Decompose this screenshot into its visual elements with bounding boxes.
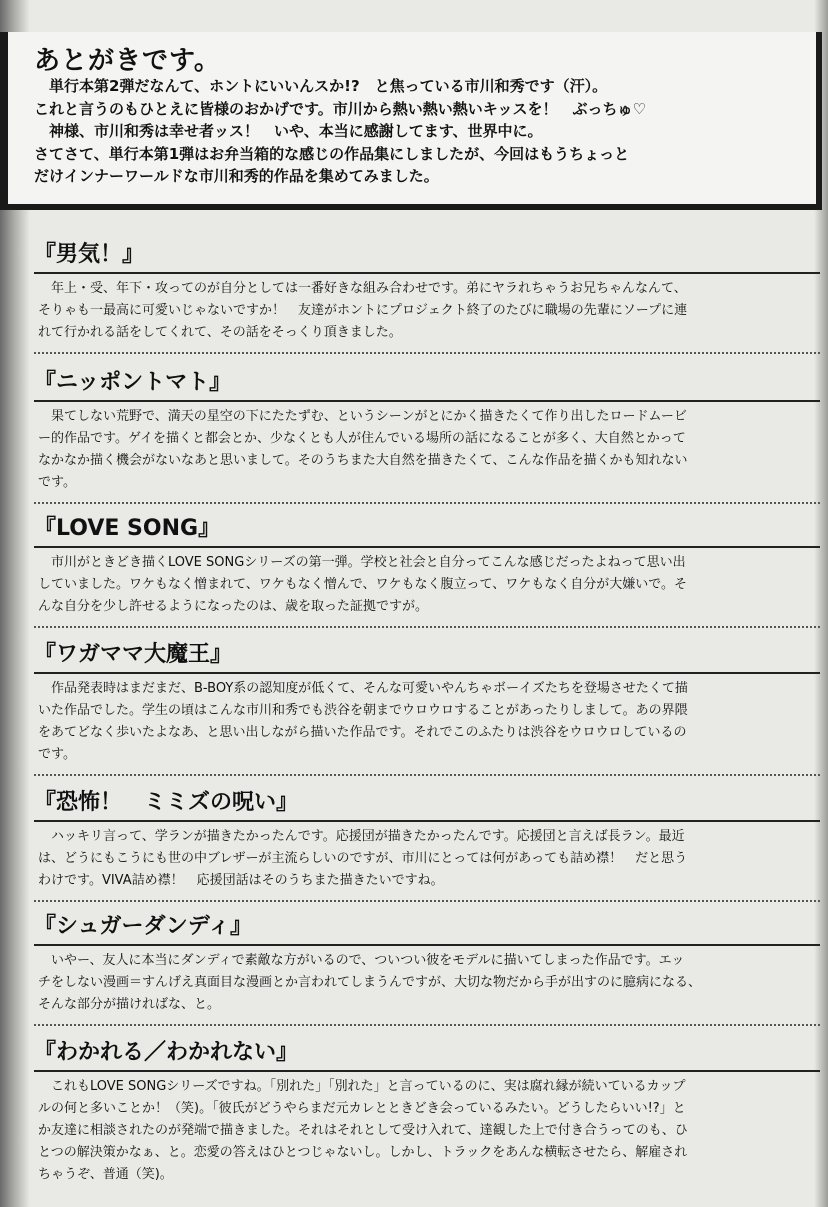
section-title: 『ワガママ大魔王』 [34,642,233,667]
section-divider [34,626,820,628]
section-title: 『シュガーダンディ』 [34,914,253,939]
body-line: は、どうにもこうにも世の中ブレザーが主流らしいのですが、市川にとっては何があっても詰め襟！ だと思う [38,851,688,866]
body-line: 年上・受、年下・攻ってのが自分としては一番好きな組み合わせです。弟にヤラれちゃうお兄ちゃんなんて、 [38,281,687,296]
section-rule [34,944,820,946]
body-line: んな自分を少し許せるようになったのは、歳を取った証拠ですが。 [38,599,429,614]
section-wagamama-daimaou [34,640,820,776]
body-line: 作品発表時はまだまだ、B-BOY系の認知度が低くて、そんな可愛いやんちゃボーイズたちを登場させたくて描 [38,681,688,696]
section-rule [34,400,820,402]
body-line: いやー、友人に本当にダンディで素敵な方がいるので、ついつい彼をモデルに描いてしまった作品です。エッ [38,953,685,968]
body-line: そりゃも一最高に可愛いじゃないですか！ 友達がホントにプロジェクト終了のたびに職場の先輩にソープに連 [38,303,688,318]
section-otokogi [34,240,820,354]
section-divider [34,774,820,776]
body-line: そんな部分が描ければな、と。 [38,997,221,1012]
section-rule [34,546,820,548]
intro-text [34,75,804,188]
section-divider [34,502,820,504]
body-line: チをしない漫画＝すんげえ真面目な漫画とか言われてしまうんですが、大切な物だから手が出すのに臆病になる、 [38,975,702,990]
section-body [34,406,820,494]
section-divider [34,900,820,902]
intro-line: 神様、市川和秀は幸せ者ッス！ いや、本当に感謝してます、世界中に。 [34,122,543,140]
section-nippon-tomato [34,368,820,504]
intro-line: 単行本第2弾だなんて、ホントにいいんスか!? と焦っている市川和秀です（汗）。 [34,77,608,95]
body-line: れて行かれる話をしてくれて、その話をそっくり頂きました。 [38,325,402,340]
body-line: していました。ワケもなく憎まれて、ワケもなく憎んで、ワケもなく腹立って、ワケもなく自分が大嫌いで。そ [38,577,687,592]
section-body [34,678,820,766]
section-rule [34,672,820,674]
intro-line: だけインナーワールドな市川和秀的作品を集めてみました。 [34,167,439,185]
section-body [34,826,820,892]
section-divider [34,352,820,354]
section-body [34,552,820,618]
section-title: 『恐怖！ ミミズの呪い』 [34,790,299,815]
body-line: わけです。VIVA詰め襟！ 応援団話はそのうちまた描きたいですね。 [38,873,444,888]
section-rule [34,1070,820,1072]
body-line: とつの解決策かなぁ、と。恋愛の答えはひとつじゃないし。しかし、トラックをあんな横転させたら、解雇され [38,1145,688,1160]
body-line: です。 [38,747,76,762]
body-line: いた作品でした。学生の頃はこんな市川和秀でも渋谷を朝までウロウロすることがあったりしまして。あの界隈 [38,703,688,718]
section-title: 『わかれる／わかれない』 [34,1040,299,1065]
section-body [34,1076,820,1186]
body-line: 市川がときどき描くLOVE SONGシリーズの第一弾。学校と社会と自分ってこんな感じだったよねって思い出 [38,555,686,570]
body-line: です。 [38,475,76,490]
body-line: ハッキリ言って、学ランが描きたかったんです。応援団が描きたかったんです。応援団と言えば長ラン。最近 [38,829,685,844]
body-line: ー的作品です。ゲイを描くと都会とか、少なくとも人が住んでいる場所の話になることが多く、大自然とかって [38,431,686,446]
intro-line: さてさて、単行本第1弾はお弁当箱的な感じの作品集にしましたが、今回はもうちょっと [34,144,630,163]
section-title: 『ニッポントマト』 [34,370,232,395]
section-title: 『男気！』 [34,242,145,267]
afterword-title: あとがきです。 [34,46,221,76]
body-line: をあてどなく歩いたよなあ、と思い出しながら描いた作品です。それでこのふたりは渋谷をウロウロしているの [38,725,687,740]
section-rule [34,272,820,274]
body-line: これもLOVE SONGシリーズですね。「別れた」「別れた」と言っているのに、実は腐れ縁が続いているカップ [38,1079,686,1094]
section-divider [34,1024,820,1026]
section-body [34,950,820,1016]
body-line: なかなか描く機会がないなあと思いまして。そのうちまた大自然を描きたくて、こんな作品を描くかも知れない [38,453,688,468]
intro-bar [0,32,8,210]
body-line: か友達に相談されたのが発端で描きました。それはそれとして受け入れて、達観した上で付き合うってのも、ひ [38,1123,688,1138]
section-rule [34,820,820,822]
section-love-song [34,514,820,628]
intro-line: これと言うのもひとえに皆様のおかげです。市川から熱い熱い熱いキッスを！ ぶっちゅ♡ [34,99,646,118]
section-sugar-dandy [34,912,820,1026]
body-line: ちゃうぞ、普通（笑)。 [38,1167,173,1182]
section-kyoufu-mimizu [34,788,820,902]
section-body [34,278,820,344]
section-title: 『LOVE SONG』 [34,516,221,541]
body-line: 果てしない荒野で、満天の星空の下にたたずむ、というシーンがとにかく描きたくて作り出したロードムービ [38,409,687,424]
body-line: ルの何と多いことか！（笑)。「彼氏がどうやらまだ元カレとときどき会っているみたい。どうしたらいい!?」と [38,1101,686,1116]
section-wakareru-wakarenai [34,1038,820,1186]
